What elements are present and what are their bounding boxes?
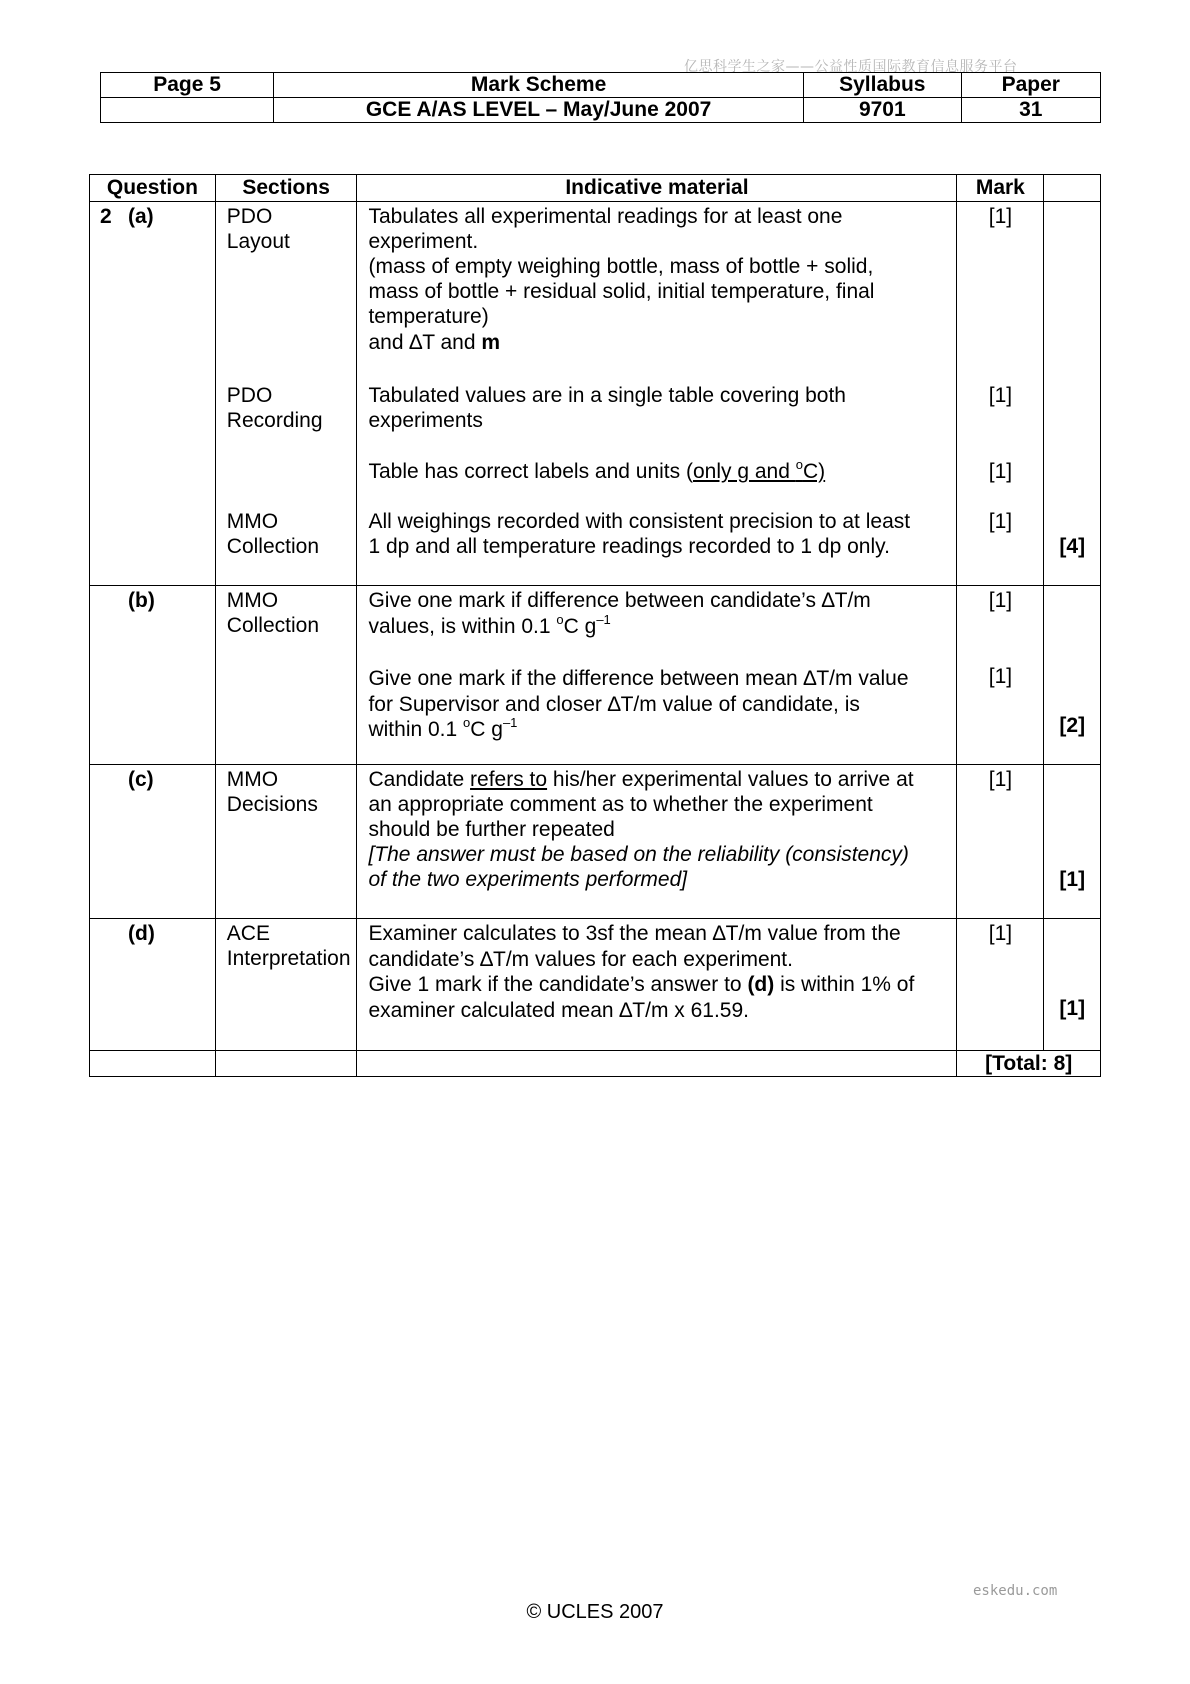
material-cell xyxy=(357,765,957,919)
material-text: his/her experimental values to arrive at xyxy=(547,768,914,791)
material-cell xyxy=(357,586,957,765)
mark-value: [1] xyxy=(988,768,1013,791)
degree-sup: o xyxy=(463,715,471,730)
material-cell xyxy=(357,919,957,1051)
material-text: Give 1 mark if the candidate’s answer to xyxy=(368,973,748,996)
section-name: Layout xyxy=(226,230,290,253)
material-text: is within 1% of xyxy=(774,973,915,996)
question-part: (c) xyxy=(128,768,154,791)
section-name: Collection xyxy=(226,535,320,558)
mark-value: [1] xyxy=(988,510,1013,533)
material-bold: (d) xyxy=(747,973,775,996)
material-text: Table has correct labels and units ( xyxy=(368,460,693,483)
sections-cell xyxy=(215,765,357,919)
syllabus-label: Syllabus xyxy=(804,73,962,98)
mark-scheme-table xyxy=(89,174,1101,1077)
material-line: should be further repeated xyxy=(368,818,615,841)
mark-cell xyxy=(957,919,1044,1051)
material-line: temperature) xyxy=(368,305,489,328)
material-line xyxy=(368,767,913,792)
degree-sup: o xyxy=(795,457,803,472)
blank-cell xyxy=(90,1051,216,1077)
material-line: examiner calculated mean ∆T/m x 61.59. xyxy=(368,999,749,1022)
total-cell xyxy=(1044,586,1101,765)
section-skill: MMO xyxy=(226,589,279,612)
material-line: candidate’s ∆T/m values for each experiment. xyxy=(368,948,793,971)
underlined-text xyxy=(692,457,826,483)
material-line: All weighings recorded with consistent precision to at least xyxy=(368,510,911,533)
section-skill: MMO xyxy=(226,768,279,791)
material-line xyxy=(368,459,825,484)
material-line-italic: of the two experiments performed] xyxy=(368,868,688,891)
paper-label: Paper xyxy=(961,73,1100,98)
table-row xyxy=(90,202,1101,586)
material-bold: m xyxy=(481,331,501,354)
section-skill: ACE xyxy=(226,922,270,945)
material-line: mass of bottle + residual solid, initial temperature, final xyxy=(368,280,875,303)
mark-cell xyxy=(957,202,1044,586)
header-table xyxy=(100,72,1101,123)
col-sections: Sections xyxy=(215,175,357,202)
mark-value: [1] xyxy=(988,205,1013,228)
material-text: and ∆T and xyxy=(368,331,482,354)
material-line: 1 dp and all temperature readings recorded to 1 dp only. xyxy=(368,535,890,558)
syllabus-code: 9701 xyxy=(804,98,962,123)
material-line: experiment. xyxy=(368,230,479,253)
material-line: an appropriate comment as to whether the experiment xyxy=(368,793,873,816)
sections-cell xyxy=(215,586,357,765)
material-line xyxy=(368,614,610,639)
col-question: Question xyxy=(90,175,216,202)
question-cell xyxy=(90,586,216,765)
material-line-italic: [The answer must be based on the reliability (consistency) xyxy=(368,843,909,866)
col-mark: Mark xyxy=(957,175,1044,202)
table-row xyxy=(90,919,1101,1051)
material-line: Tabulates all experimental readings for at least one xyxy=(368,205,843,228)
material-line: Give one mark if the difference between mean ∆T/m value xyxy=(368,667,909,690)
mark-cell xyxy=(957,586,1044,765)
question-part: (d) xyxy=(128,922,155,945)
watermark-top: 亿思科学生之家——公益性质国际教育信息服务平台 xyxy=(684,59,1018,75)
question-cell xyxy=(90,919,216,1051)
material-text: only g and xyxy=(692,460,796,483)
col-total xyxy=(1044,175,1101,202)
section-name: Interpretation xyxy=(226,947,351,970)
total-row xyxy=(90,1051,1101,1077)
material-line: Give one mark if difference between candidate’s ∆T/m xyxy=(368,589,871,612)
blank-cell xyxy=(215,1051,357,1077)
question-part: (b) xyxy=(128,589,155,612)
part-total: [1] xyxy=(1059,997,1086,1020)
mark-value: [1] xyxy=(988,460,1013,483)
paper-number: 31 xyxy=(961,98,1100,123)
question-number: 2 xyxy=(100,205,112,228)
material-line: Examiner calculates to 3sf the mean ∆T/m value from the xyxy=(368,922,901,945)
part-total: [1] xyxy=(1059,868,1086,891)
sections-cell xyxy=(215,202,357,586)
mark-value: [1] xyxy=(988,384,1013,407)
doc-title: Mark Scheme xyxy=(274,73,804,98)
section-name: Recording xyxy=(226,409,323,432)
mark-value: [1] xyxy=(988,665,1013,688)
section-name: Collection xyxy=(226,614,320,637)
degree-sup: o xyxy=(556,612,564,627)
material-line: Tabulated values are in a single table covering both xyxy=(368,384,846,407)
material-text: within 0.1 xyxy=(368,718,464,741)
grand-total: [Total: 8] xyxy=(957,1051,1101,1077)
exam-title: GCE A/AS LEVEL – May/June 2007 xyxy=(274,98,804,123)
header-blank xyxy=(101,98,274,123)
material-text: C g xyxy=(470,718,503,741)
underlined-text: refers to xyxy=(470,768,548,791)
blank-cell xyxy=(357,1051,957,1077)
material-text: values, is within 0.1 xyxy=(368,615,557,638)
material-text: C) xyxy=(802,460,826,483)
watermark-bottom: eskedu.com xyxy=(973,1583,1058,1599)
mark-value: [1] xyxy=(988,922,1013,945)
material-line: for Supervisor and closer ∆T/m value of candidate, is xyxy=(368,693,860,716)
page-number: Page 5 xyxy=(101,73,274,98)
exponent-sup: –1 xyxy=(596,612,611,627)
column-headers xyxy=(90,175,1101,202)
exponent-sup: –1 xyxy=(502,715,518,730)
copyright-footer: © UCLES 2007 xyxy=(526,1601,664,1623)
material-cell xyxy=(357,202,957,586)
question-cell xyxy=(90,765,216,919)
table-row xyxy=(90,765,1101,919)
col-material: Indicative material xyxy=(357,175,957,202)
section-name: Decisions xyxy=(226,793,318,816)
part-total: [2] xyxy=(1059,714,1086,737)
material-text: Candidate xyxy=(368,768,471,791)
total-cell xyxy=(1044,765,1101,919)
question-cell xyxy=(90,202,216,586)
material-line: (mass of empty weighing bottle, mass of bottle + solid, xyxy=(368,255,874,278)
total-cell xyxy=(1044,202,1101,586)
section-skill: PDO xyxy=(226,384,273,407)
section-skill: PDO xyxy=(226,205,273,228)
material-line xyxy=(368,972,914,997)
total-cell xyxy=(1044,919,1101,1051)
material-text: C g xyxy=(563,615,597,638)
question-part: (a) xyxy=(128,205,154,228)
part-total: [4] xyxy=(1059,535,1086,558)
mark-cell xyxy=(957,765,1044,919)
mark-value: [1] xyxy=(988,589,1013,612)
material-line xyxy=(368,717,517,742)
sections-cell xyxy=(215,919,357,1051)
material-line xyxy=(368,330,500,355)
section-skill: MMO xyxy=(226,510,279,533)
table-row xyxy=(90,586,1101,765)
material-line: experiments xyxy=(368,409,483,432)
